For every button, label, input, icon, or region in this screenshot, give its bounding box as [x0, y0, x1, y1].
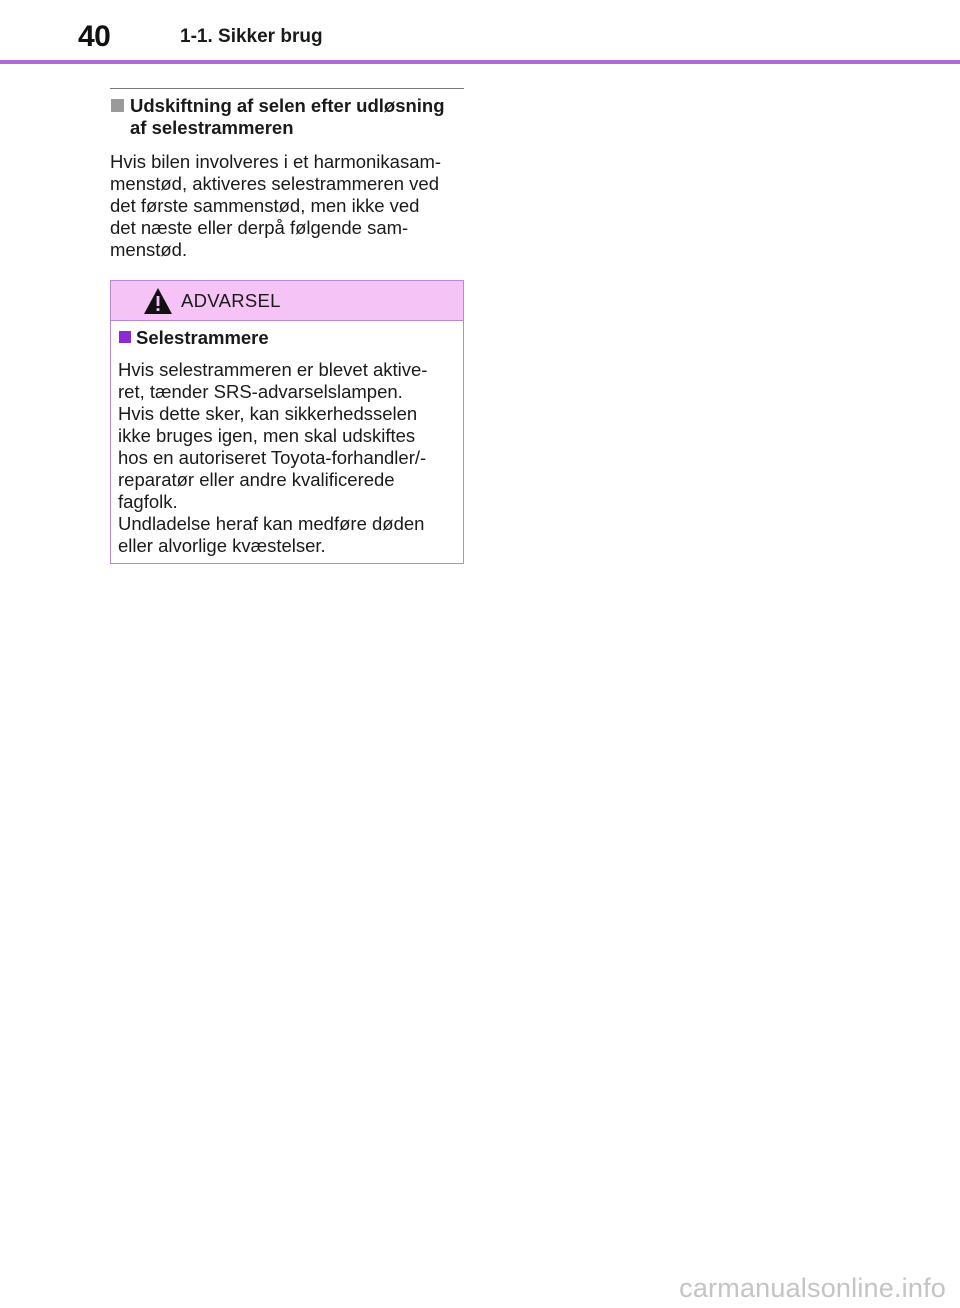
warning-text-line: Undladelse heraf kan medføre døden — [118, 513, 425, 534]
warning-subheading — [118, 327, 453, 349]
warning-subheading-text: Selestrammere — [136, 327, 269, 348]
topic-body-line: menstød. — [110, 239, 188, 260]
topic-body — [110, 151, 464, 261]
topic-body-line: Hvis bilen involveres i et harmonikasam- — [110, 151, 442, 172]
warning-text — [118, 359, 453, 557]
warning-body — [111, 321, 463, 557]
topic-body-line: menstød, aktiveres selestrammeren ved — [110, 173, 440, 194]
warning-text-line: ikke bruges igen, men skal udskiftes — [118, 425, 416, 446]
square-bullet-icon — [111, 99, 124, 112]
warning-text-line: Hvis dette sker, kan sikkerhedsselen — [118, 403, 418, 424]
square-bullet-icon — [119, 331, 131, 343]
warning-triangle-icon — [143, 287, 173, 315]
section-title: 1-1. Sikker brug — [180, 26, 323, 47]
warning-box — [110, 280, 464, 564]
warning-text-line: fagfolk. — [118, 491, 178, 512]
warning-text-line: eller alvorlige kvæstelser. — [118, 535, 326, 556]
warning-label: ADVARSEL — [181, 290, 281, 311]
topic-section — [110, 88, 464, 261]
warning-text-line: hos en autoriseret Toyota-forhandler/- — [118, 447, 427, 468]
header-divider — [0, 60, 960, 64]
warning-text-line: ret, tænder SRS-advarselslampen. — [118, 381, 403, 402]
footer-watermark: carmanualsonline.info — [679, 1273, 946, 1303]
page-number: 40 — [78, 20, 111, 53]
warning-text-line: reparatør eller andre kvalificerede — [118, 469, 395, 490]
topic-heading-text: Udskiftning af selen efter udløsning af selestrammeren — [130, 95, 445, 138]
topic-heading — [110, 95, 464, 139]
warning-text-line: Hvis selestrammeren er blevet aktive- — [118, 359, 428, 380]
topic-divider — [110, 88, 464, 89]
warning-header — [111, 281, 463, 321]
page-header — [0, 0, 960, 64]
topic-body-line: det første sammenstød, men ikke ved — [110, 195, 420, 216]
topic-body-line: det næste eller derpå følgende sam- — [110, 217, 409, 238]
